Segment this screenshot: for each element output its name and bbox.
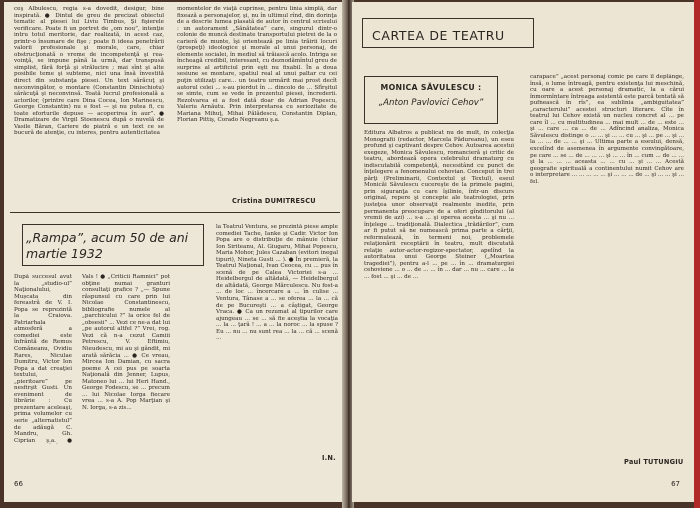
signature-cristina: Cristina DUMITRESCU [232, 197, 316, 205]
right-col2 [530, 74, 684, 454]
left-col2-top [177, 6, 337, 196]
book-title: „Anton Pavlovici Cehov” [378, 98, 484, 108]
page-number-right: 67 [671, 480, 680, 488]
article-text: momentelor de viaţă cuprinse, pentru linia simplă, dar fixează a personajelor, şi, nu în ultimul rînd, din dorinţa de a descrie lumea plasată de autor în centrul scrisului : un autorament „Sănătatea” care, singurul dintr-o colonie de muncă destinate transportului pietrei de la o carieră de munte, îşi orientează pe linia trăirii locuri (prospeţi) ideologice şi morale al unui personaj, de elemente socialei, în mediul să trăiască acolo. Intriga se încheagă credibil, interesant, cu deznodămîntul greu de surprins al artificiul prin eşti nu fixabil. În a doua sesiune se montare, spatiul real al unui paltar cu cei puţin utilizaţi care... un teatru urmărit mai prost decît autorul celei ... s-au pierdut în ... dincolo de ... Sfîrşitul se simte, cum se vede în prezentul piesei, încrederii. Rezolvarea ei a fost dată doar de Adrian Popescu, Valeriu Arnăutu. Prin interpretarea cu seriozitate de Mariana Mihuţ, Mihai Pălădescu, Constantin Diplan, Florian Pittiş, Corado Negreanu ş.a. [177, 6, 337, 124]
left-page [4, 2, 346, 502]
divider [10, 212, 340, 213]
section-title: CARTEA DE TEATRU [372, 28, 505, 43]
article-text: carapace” „acest personaj comic pe care îl deplânge, însă, o lume întreagă, pentru existenţa lui meschină, cu oare a acest personaj dramatic, la a cărui înmormîntare întreaga asistentă este parcă tentată să pufnească în rîs”, ea sublinia „ambiguitatea” „caracterului” acestei structuri literare. Cîte în teatrul lui Cehov există un nucleu concret al ... pe care îl ... cu multitudinea ... mai mult ... de ... este ... şi ... care ... ca ... de ... Adîncind analiza, Monica Săvulescu distinge o ... ... şi ... ... cu ... şi ... pe ... şi ... la ... ... de ... ... şi ... Ultima parte a eseului, densă, excelînd de asemenea în argumente convingătoare, pe care ... se ... de ... ... ... şi ... ... în ... cum ... de ... ... şi la ... ... ... aceasta ... ... cu ... şi ... ... Acestă geografie spirituală a continentului numit Cehov are o interpretare ... ... ... ... ... şi ... ... ... de ... şi ... ... şi ... fel. [530, 74, 684, 185]
rampa-title: „Rampa”, acum 50 de ani martie 1932 [26, 230, 189, 261]
cover-edge [694, 0, 700, 508]
signature-in: I.N. [322, 454, 336, 462]
book-author: MONICA SĂVULESCU : [380, 83, 482, 92]
left-col1-top [14, 6, 164, 202]
article-text: După succesul avut la „studio-ul” Naţionalului, Mușcata din fereastră de V. I. Popa se reprezintă la Craiova. Patriarhala atmosferă a comediei este înfrântă de Remus Comăneanu, Ovidiu Rares, Niculae Dumitru, Victor Ion Popa a dat creaţiei textului, „pieritoare” pe nesfirşit Gusti. Un eveniment de librărie : Cu prezentare aceleaşi, prima volumelor cu serie „alternatistul” de adăugă C. Mandru, Gh. Ciprian ş.a. ● [14, 274, 72, 444]
right-col1 [364, 130, 514, 472]
left-col1-bottom [14, 274, 72, 444]
page-number-left: 66 [14, 480, 23, 488]
article-text: Vals ! ● „Criticii Ramnici” pot obţine numai granturi consultaţi grafice ? „— Spune răspunsul cu care prin lui Nicolae Constantinescu, bibliografie numele al „parchicului ?” la orice fel de „obsesii” ... Vezi ce ne-a dat lui „pe autorul altfel ?” Vrei, rog. Vezi că n-a cezut Camiii Petrescu, V. Eftimiu, Nieudescu, mi au şi gândit, mi arată sărăcia ... ● Ce vreau, Mircea Ion Damian, cu sacra poeme A cei pus pe soarta Naţională din Jenner, Lupus, Matoneo lui ... lui Heri Hand., George Fodescu, se ... precum ... lui Nicolae Iorga fiecare vrea ... s-a A. Pop Marţian şi N. Iorga, s-a zis... [82, 274, 170, 411]
article-text: Editura Albatros a publicat nu de mult, în colecţia Monografii (redactor, Marcela Pădureanu), un eseu profund şi captivant despre Cehov. Autoarea acestui exegeze, Monica Săvulescu, romancieră şi critic de teatru, abordează opera celebrului dramaturg cu indiscutabilă competenţă, necesitând cu punct de înţelegere a fenomenului cehovian. Conceput în trei părţi (Preliminarii, Contextul şi Textul), eseul Monicăi Săvulescu cucereşte de la primele pagini, prin siguranţa cu care îşilinie, într-un discurs original, repere şi concepte ale teatrologiei, prin justeţea unor observaţii realmente inedite, prin permanenta preocupare de a oferi gînditorului (al vremii de azi) ... s-a ... şi operea acesta ... şi nu ... înţelege ... tradiţională. Dialectica „trădărilor”, cum ar fi putut să ne numească prima parte a cărţii, reformulează, în termeni noi, problemele relaţionării receptării în teatru, mult discutată relaţie autor-actor-regizor-spectator, apelînd la autoritatea unui George Steiner („Moartea tragediei”), pentru a-l ... pe ... în ... dramaturgiei cehoviene ... o ... de ... ... în ... dar ... nu ... care ... la ... fost ... şi ... de ... [364, 130, 514, 281]
right-page [352, 2, 696, 502]
left-col2-bottom [82, 274, 170, 444]
left-col3-bottom [216, 224, 338, 452]
article-text: la Teatrul Ventura, se prezintă piese ample comediei Tache, Ianke şi Cadir. Victor Ion Popa are o distribuţie de mânuie (chiar Ion Siriteanu, Al. Giugaru, Mihai Popescu, Maria Mohor, Jules Cazaban (evitori inegal tipuri), Nineta Gusti ... ). ● În premieră, la Teatrul Naţional, Ivan Ceocea, cu ... pus în scenă de pe Calea Victoriei s-a ... Heidelbergul de altădată, — Heidelbergul de altădată, George Mărculescu. Nu fost-a ... de loc ... încercare a ... în culise ... Ventura, Tânase a ... se oferea ... la ... că de pe Bucureşti ... a câştigat, George Vraca. ● Ca un rezumat al tipurilor care ajungeau ... se ... să fie aceştia la vocaţia ... la ... ţară ! ... a ... la noroc ... la spuse ? Eu ... nu ... nu sunt rea ... la ... că ... scenă ... [216, 224, 338, 342]
article-text: ceş Albulescu, regia s-a dovedit, desigur, bine inspirată. ● Dintul de greu de precizat obiectul tematic al piesei lui Liviu Timbus, Şi fişierele verificare. Poate fi un portret de „om nou”, intenţie intru totul meritorie, dar realizată, in acest caz, printr-o însumare de fişe ; poate fi ideea penetrării valorii profesionale şi morale, care, chiar obstrucţionată o vreme de incompetenţă şi rea-voinţă, se impune până la urmă, dar transpusă simplist, fără forţă şi strălucire ; mai sînt şi alte posibile teme şi subteme, nici una însă învestită direct din substanţa piesei. Un text sărăcuţ şi neconvingător, o montare (Constantin Dinischiotu) sărăcuţă şi neconvinsă. Toată lucrul profesională a actorilor, (printre care Dina Cocea, Ion Marinescu, George Constantin) nu e fost — şi nu putea fi, cu toate eforturile depuse — acoperirea în aur”. ● Dramatizare de Virgil Stoenescu după o nuvelă de Vasile Băran, Cariere de piatră e un text ce se bucură de atenţie, cu interes, pentru autenticitatea [14, 6, 164, 137]
signature-paul: Paul TUTUNGIU [624, 458, 684, 466]
